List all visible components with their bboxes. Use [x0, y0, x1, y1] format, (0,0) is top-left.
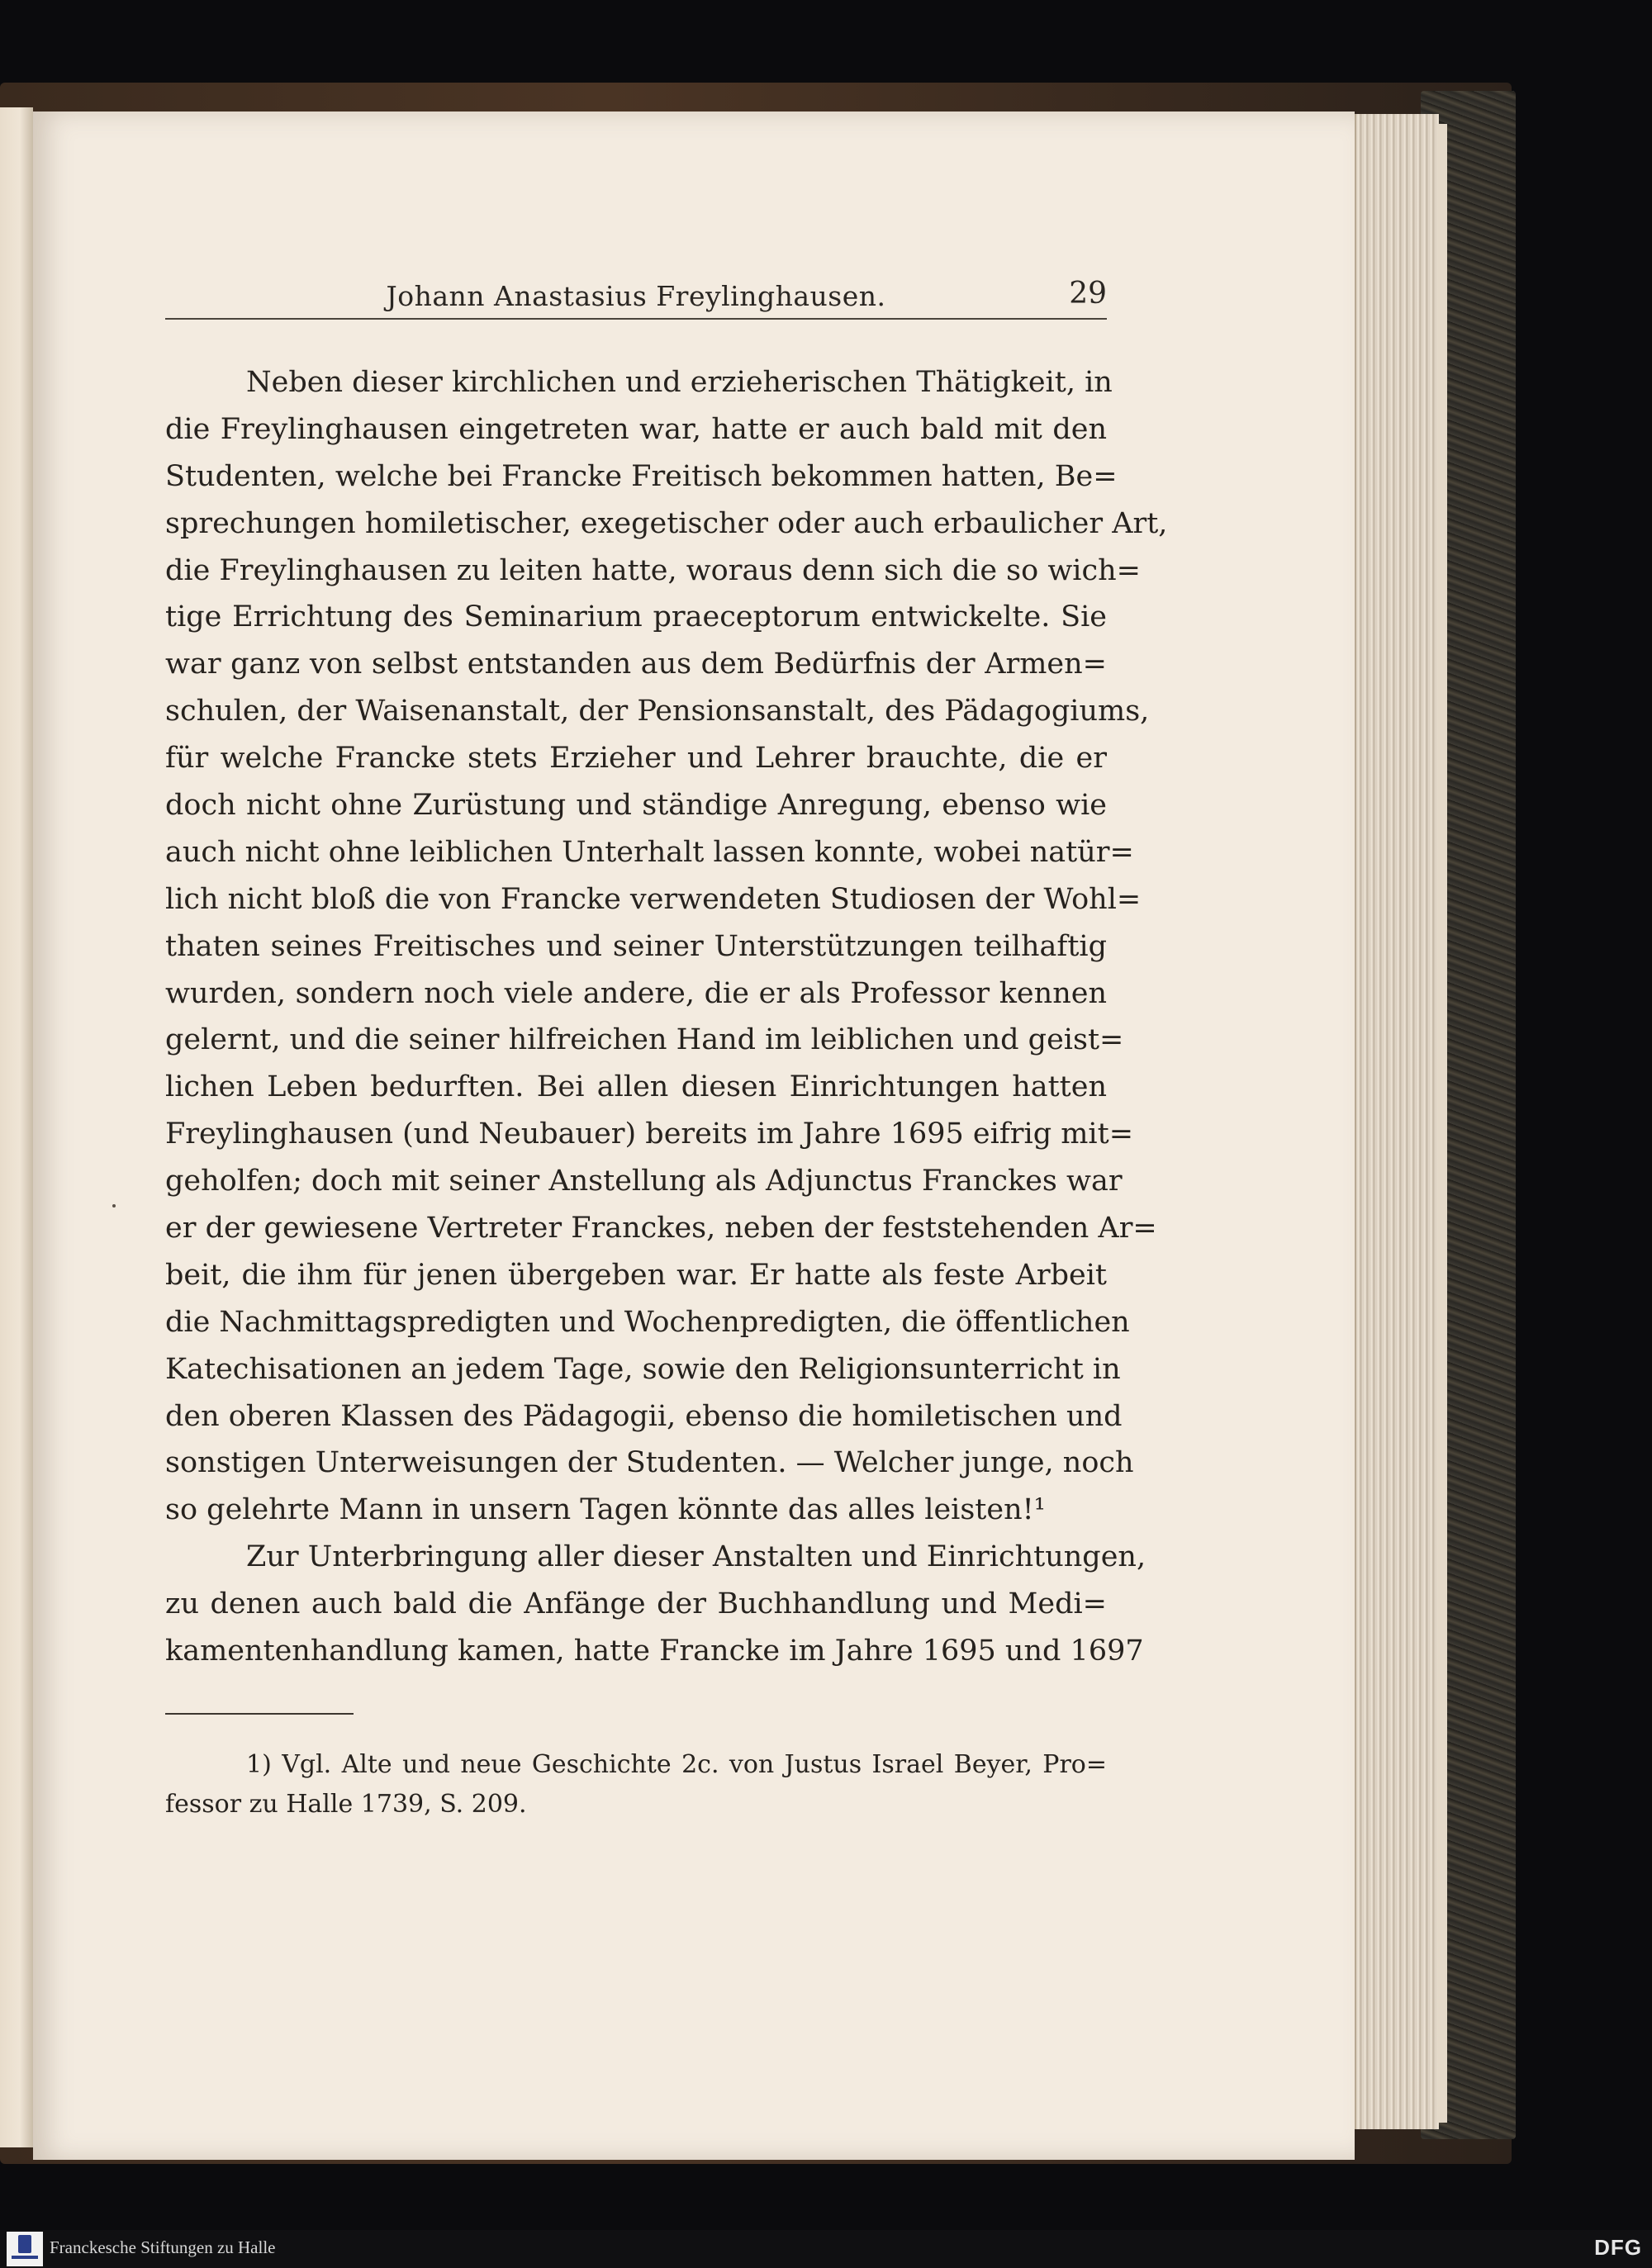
text-line: Zur Unterbringung aller dieser Anstalten und Einrichtungen,	[246, 1540, 1146, 1574]
text-line: schulen, der Waisenanstalt, der Pensionsanstalt, des Pädagogiums,	[165, 695, 1150, 728]
paper-speck	[112, 1204, 116, 1208]
running-head	[165, 277, 1107, 315]
text-line: auch nicht ohne leiblichen Unterhalt lassen konnte, wobei natür=	[165, 835, 1134, 869]
text-line: so gelehrte Mann in unsern Tagen könnte das alles leisten!¹	[165, 1493, 1046, 1527]
text-line: kamentenhandlung kamen, hatte Francke im Jahre 1695 und 1697	[165, 1635, 1144, 1668]
text-line: zu denen auch bald die Anfänge der Buchhandlung und Medi=	[165, 1587, 1107, 1621]
text-line: geholfen; doch mit seiner Anstellung als Adjunctus Franckes war	[165, 1165, 1123, 1198]
text-line: Katechisationen an jedem Tage, sowie den Religionsunterricht in	[165, 1352, 1121, 1386]
text-line: war ganz von selbst entstanden aus dem Bedürfnis der Armen=	[165, 648, 1107, 681]
text-line: die Freylinghausen eingetreten war, hatte er auch bald mit den	[165, 412, 1107, 446]
text-line: sprechungen homiletischer, exegetischer oder auch erbaulicher Art,	[165, 506, 1168, 540]
text-line: beit, die ihm für jenen übergeben war. Er hatte als feste Arbeit	[165, 1258, 1107, 1292]
text-line: er der gewiesene Vertreter Franckes, neben der feststehenden Ar=	[165, 1212, 1157, 1246]
header-rule	[165, 318, 1107, 320]
institution-logo-icon	[7, 2232, 43, 2266]
text-line: thaten seines Freitisches und seiner Unterstützungen teilhaftig	[165, 929, 1107, 963]
text-line: Freylinghausen (und Neubauer) bereits im Jahre 1695 eifrig mit=	[165, 1117, 1134, 1151]
footnote	[165, 1745, 1107, 1824]
body-text	[165, 359, 1168, 1675]
text-line: gelernt, und die seiner hilfreichen Hand im leiblichen und geist=	[165, 1023, 1124, 1057]
text-line: lich nicht bloß die von Francke verwendeten Studiosen der Wohl=	[165, 882, 1142, 916]
institution-name: Franckesche Stiftungen zu Halle	[50, 2237, 276, 2257]
text-line: lichen Leben bedurften. Bei allen diesen Einrichtungen hatten	[165, 1070, 1107, 1104]
dfg-logo: DFG	[1594, 2235, 1642, 2260]
page-stack-edge	[1355, 114, 1439, 2129]
footnote-rule	[165, 1713, 354, 1715]
text-line: sonstigen Unterweisungen der Studenten. — Welcher junge, noch	[165, 1446, 1134, 1480]
text-line: den oberen Klassen des Pädagogii, ebenso die homiletischen und	[165, 1399, 1123, 1433]
text-line: tige Errichtung des Seminarium praeceptorum entwickelte. Sie	[165, 600, 1107, 634]
text-line: die Freylinghausen zu leiten hatte, woraus denn sich die so wich=	[165, 553, 1141, 587]
text-line: Studenten, welche bei Francke Freitisch bekommen hatten, Be=	[165, 459, 1118, 493]
text-line: für welche Francke stets Erzieher und Lehrer brauchte, die er	[165, 742, 1107, 776]
left-page-edge	[0, 107, 33, 2147]
text-line: Neben dieser kirchlichen und erzieherischen Thätigkeit, in	[246, 366, 1113, 399]
footnote-line: 1) Vgl. Alte und neue Geschichte 2c. von Justus Israel Beyer, Pro=	[246, 1750, 1107, 1779]
running-title: Johann Anastasius Freylinghausen.	[386, 280, 886, 312]
page-stack-edge-outer	[1437, 124, 1447, 2123]
text-line: die Nachmittagspredigten und Wochenpredigten, die öffentlichen	[165, 1305, 1130, 1339]
text-line: doch nicht ohne Zurüstung und ständige Anregung, ebenso wie	[165, 789, 1107, 823]
text-line: wurden, sondern noch viele andere, die er als Professor kennen	[165, 976, 1107, 1010]
footnote-line: fessor zu Halle 1739, S. 209.	[165, 1790, 527, 1819]
page-number: 29	[1069, 277, 1107, 311]
